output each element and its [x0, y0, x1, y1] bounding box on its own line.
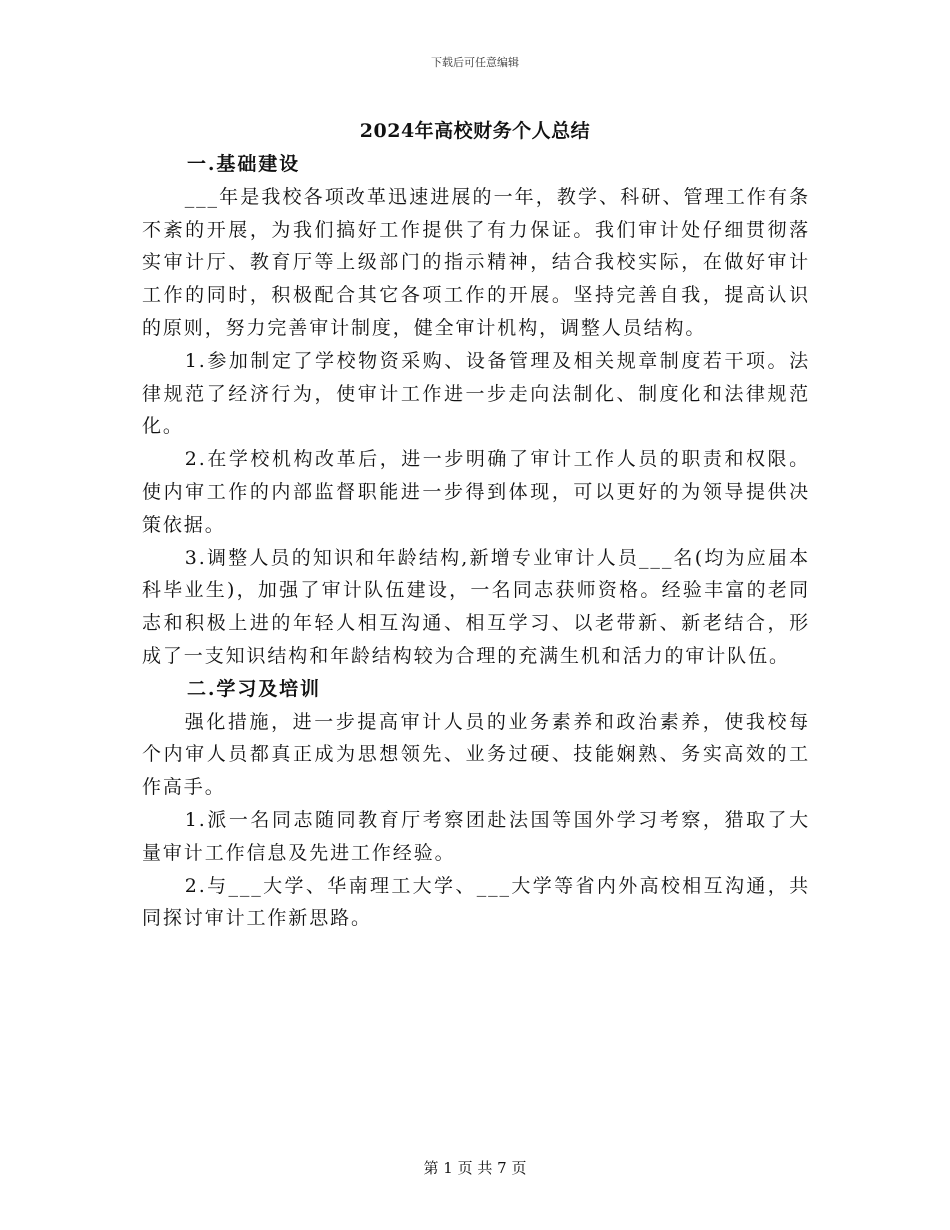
section-heading-study-training: 二.学习及培训 — [187, 677, 321, 700]
page-number: 第 1 页 共 7 页 — [423, 1159, 527, 1177]
download-edit-note: 下载后可任意编辑 — [431, 56, 519, 69]
paragraph: 2.在学校机构改革后，进一步明确了审计工作人员的职责和权限。使内审工作的内部监督职能进一步得到体现，可以更好的为领导提供决策依据。 — [142, 448, 810, 536]
paragraph: 1.参加制定了学校物资采购、设备管理及相关规章制度若干项。法律规范了经济行为，使审计工作进一步走向法制化、制度化和法律规范化。 — [142, 349, 810, 438]
paragraph: 强化措施，进一步提高审计人员的业务素养和政治素养，使我校每个内审人员都真正成为思想领先、业务过硬、技能娴熟、务实高效的工作高手。 — [142, 710, 810, 799]
section-heading-basic-construction: 一.基础建设 — [187, 153, 301, 175]
paragraph: ___年是我校各项改革迅速进展的一年，教学、科研、管理工作有条不紊的开展，为我们搞好工作提供了有力保证。我们审计处仔细贯彻落实审计厅、教育厅等上级部门的指示精神，结合我校实际，在做好审计工作的同时，积极配合其它各项工作的开展。坚持完善自我，提高认识的原则，努力完善审计制度，健全审计机构，调整人员结构。 — [142, 185, 810, 339]
paragraph: 3.调整人员的知识和年龄结构,新增专业审计人员___名(均为应届本科毕业生)，加强了审计队伍建设，一名同志获师资格。经验丰富的老同志和积极上进的年轻人相互沟通、相互学习、以老带新、新老结合，形成了一支知识结构和年龄结构较为合理的充满生机和活力的审计队伍。 — [142, 546, 810, 667]
paragraph: 1.派一名同志随同教育厅考察团赴法国等国外学习考察，猎取了大量审计工作信息及先进工作经验。 — [142, 808, 810, 864]
document-title: 2024年高校财务个人总结 — [359, 120, 591, 142]
paragraph: 2.与___大学、华南理工大学、___大学等省内外高校相互沟通，共同探讨审计工作新思路。 — [142, 874, 810, 930]
document-body — [142, 148, 810, 935]
